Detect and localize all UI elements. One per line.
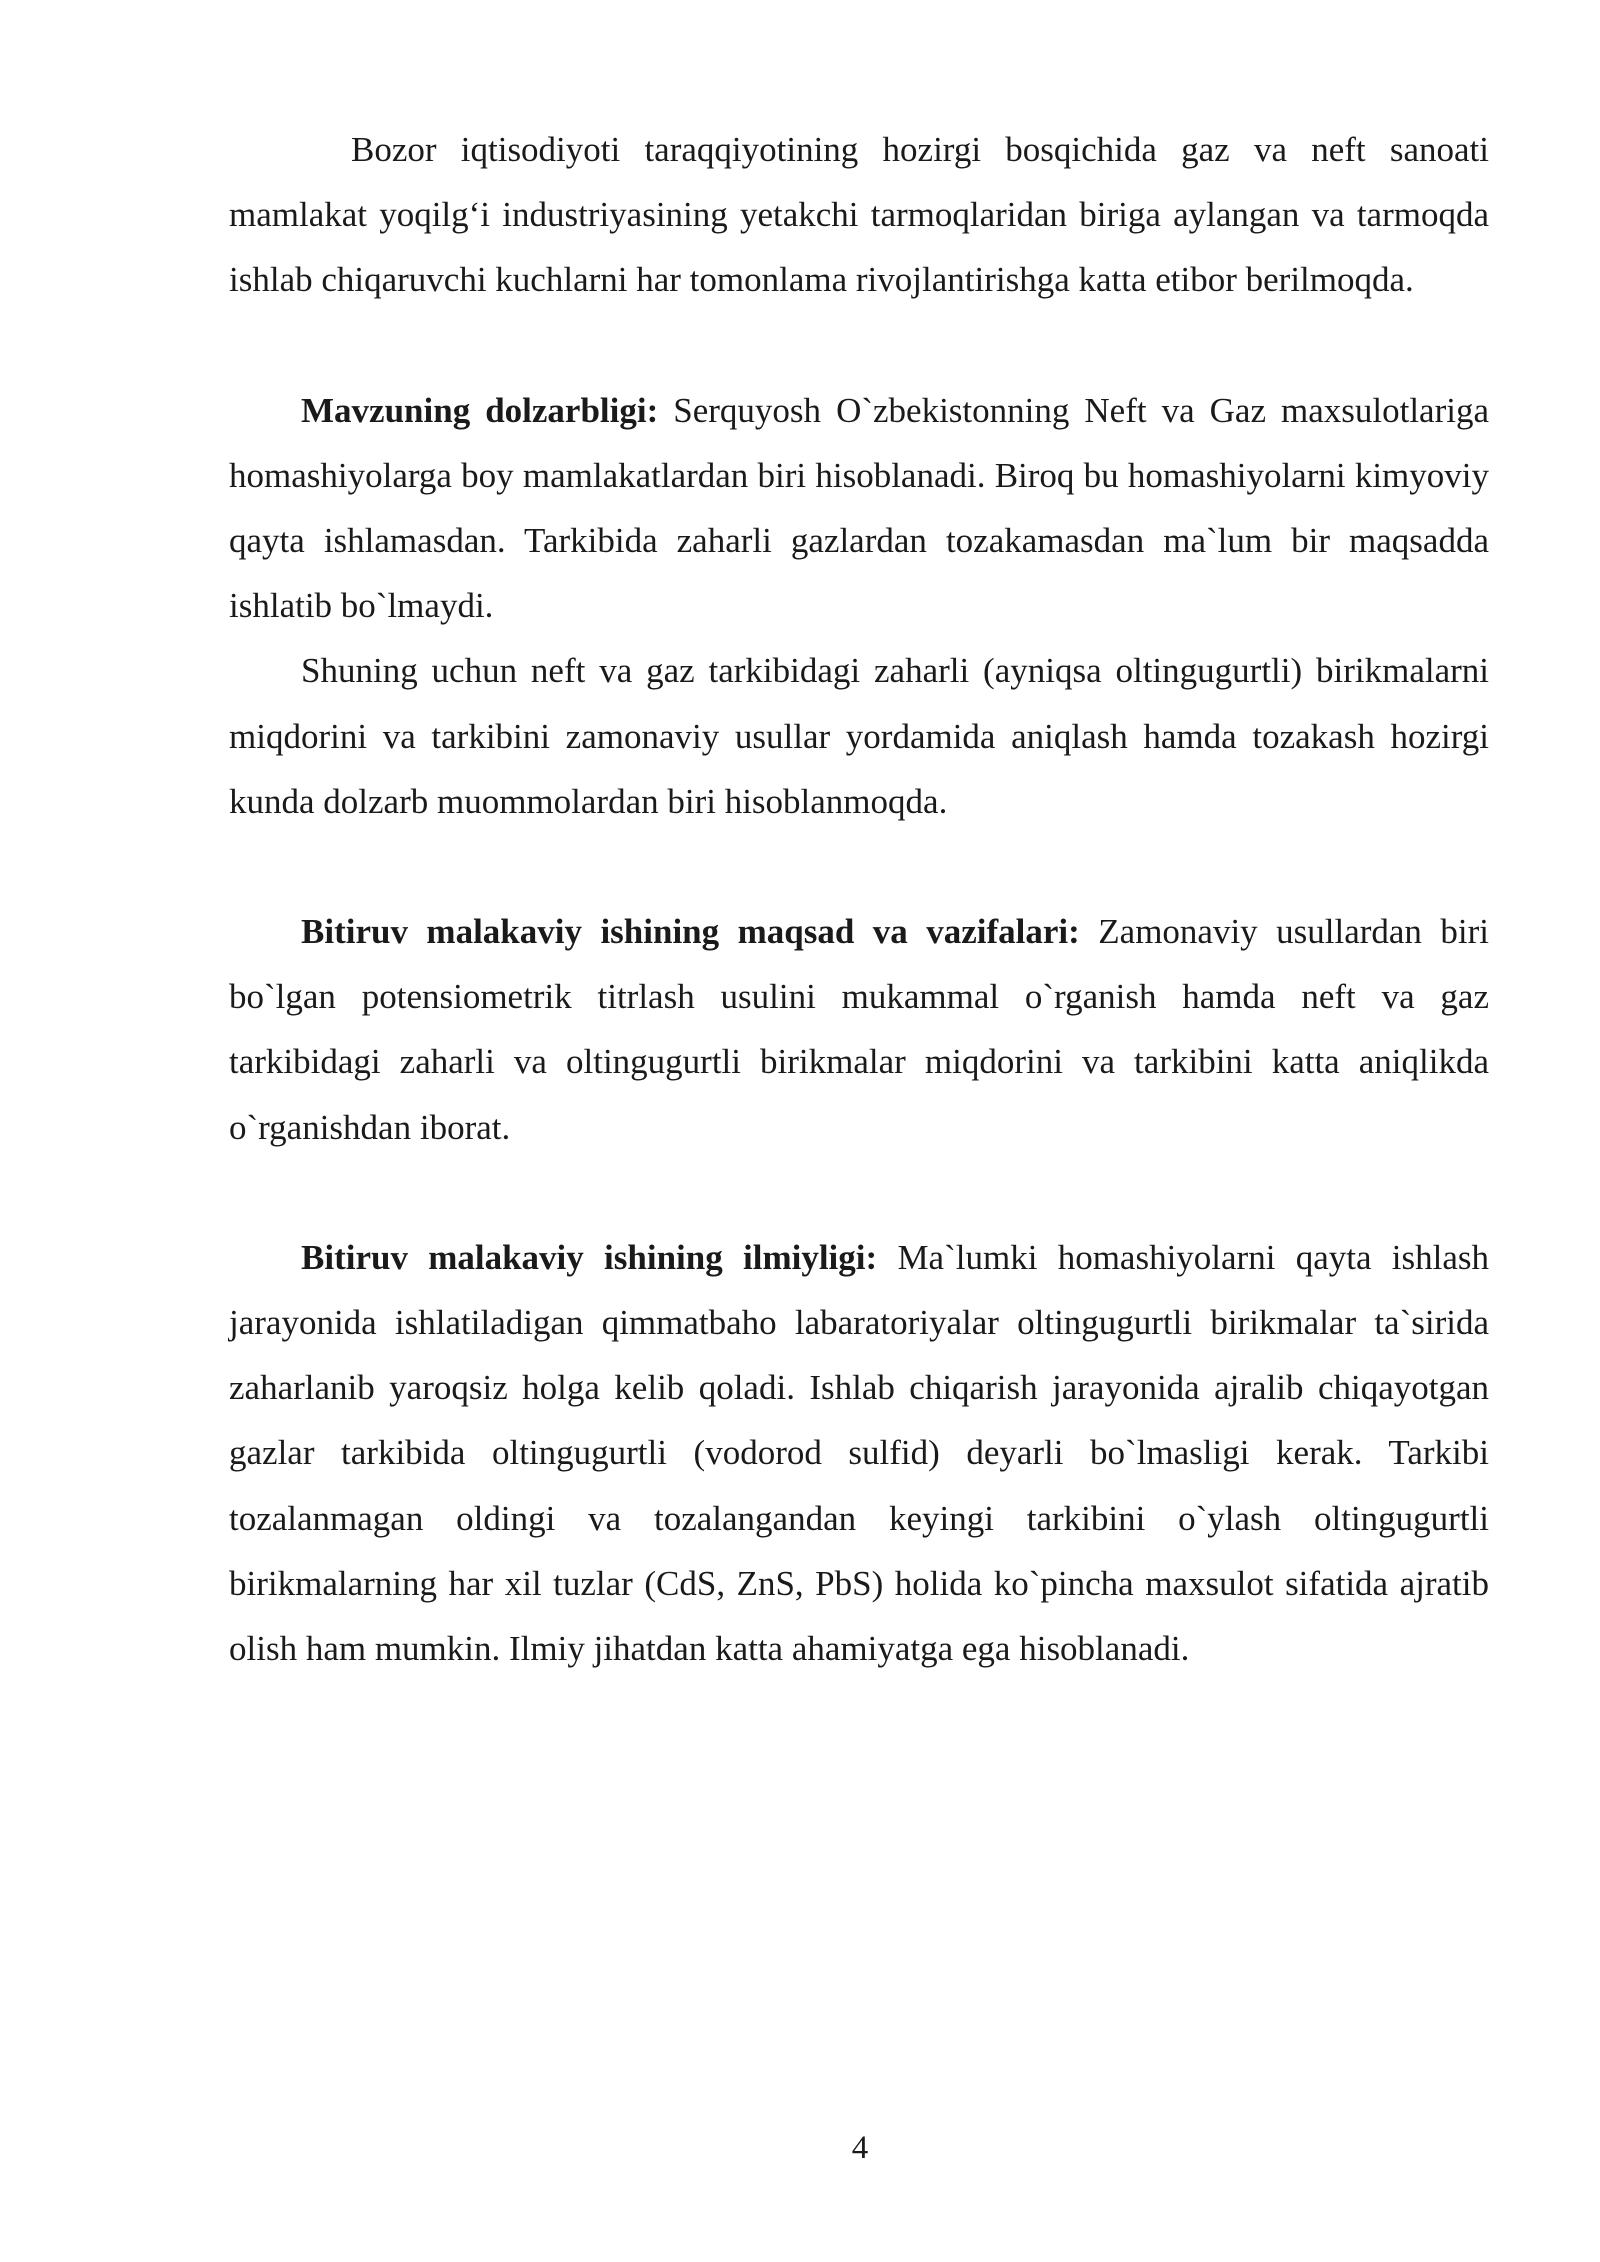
goals-label: Bitiruv malakaviy ishining maqsad va vazifalari: (301, 912, 1080, 952)
goals-text: Zamonaviy usullardan biri bo`lgan potensiometrik titrlash usulini mukammal o`rganish hamda neft va gaz tarkibidagi zaharli va oltingugurtli birikmalar miqdorini va tarkibini katta aniqlikda o`rganishdan iborat. (229, 912, 1490, 1147)
paragraph-spacer (229, 1160, 1489, 1225)
goals-paragraph (229, 899, 1489, 1160)
page-number: 4 (851, 2130, 869, 2166)
scientific-text: Ma`lumki homashiyolarni qayta ishlash jarayonida ishlatiladigan qimmatbaho labaratoriyalar oltingugurtli birikmalar ta`sirida zaharlanib yaroqsiz holga kelib qoladi. Ishlab chiqarish jarayonida ajralib chiqayotgan gazlar tarkibida oltingugurtli (vodorod sulfid) deyarli bo`lmasligi kerak. Tarkibi tozalanmagan oldingi va tozalangandan keyingi tarkibini o`ylash oltingugurtli birikmalarning har xil tuzlar (CdS, ZnS, PbS) holida ko`pincha maxsulot sifatida ajratib olish ham mumkin. Ilmiy jihatdan katta ahamiyatga ega hisoblanadi. (229, 1237, 1489, 1669)
paragraph-spacer (229, 834, 1489, 899)
relevance-continuation-paragraph: Shuning uchun neft va gaz tarkibidagi zaharli (ayniqsa oltingugurtli) birikmalarni miqdorini va tarkibini zamonaviy usullar yordamida aniqlash hamda tozakash hozirgi kunda dolzarb muommolardan biri hisoblanmoqda. (229, 651, 1489, 821)
intro-paragraph: Bozor iqtisodiyoti taraqqiyotining hozirgi bosqichida gaz va neft sanoati mamlakat yoqilg‘i industriyasining yetakchi tarmoqlaridan biriga aylangan va tarmoqda ishlab chiqaruvchi kuchlarni har tomonlama rivojlantirishga katta etibor berilmoqda. (229, 130, 1489, 300)
scientific-label: Bitiruv malakaviy ishining ilmiyligi: (301, 1237, 878, 1277)
scientific-paragraph (229, 1225, 1489, 1681)
relevance-paragraph (229, 378, 1489, 639)
paragraph-spacer (229, 313, 1489, 378)
document-body (229, 117, 1489, 1681)
relevance-label: Mavzuning dolzarbligi: (301, 390, 659, 430)
relevance-text: Serquyosh O`zbekistonning Neft va Gaz maxsulotlariga homashiyolarga boy mamlakatlardan biri hisoblanadi. Biroq bu homashiyolarni kimyoviy qayta ishlamasdan. Tarkibida zaharli gazlardan tozakamasdan ma`lum bir maqsadda ishlatib bo`lmaydi. (229, 390, 1489, 626)
